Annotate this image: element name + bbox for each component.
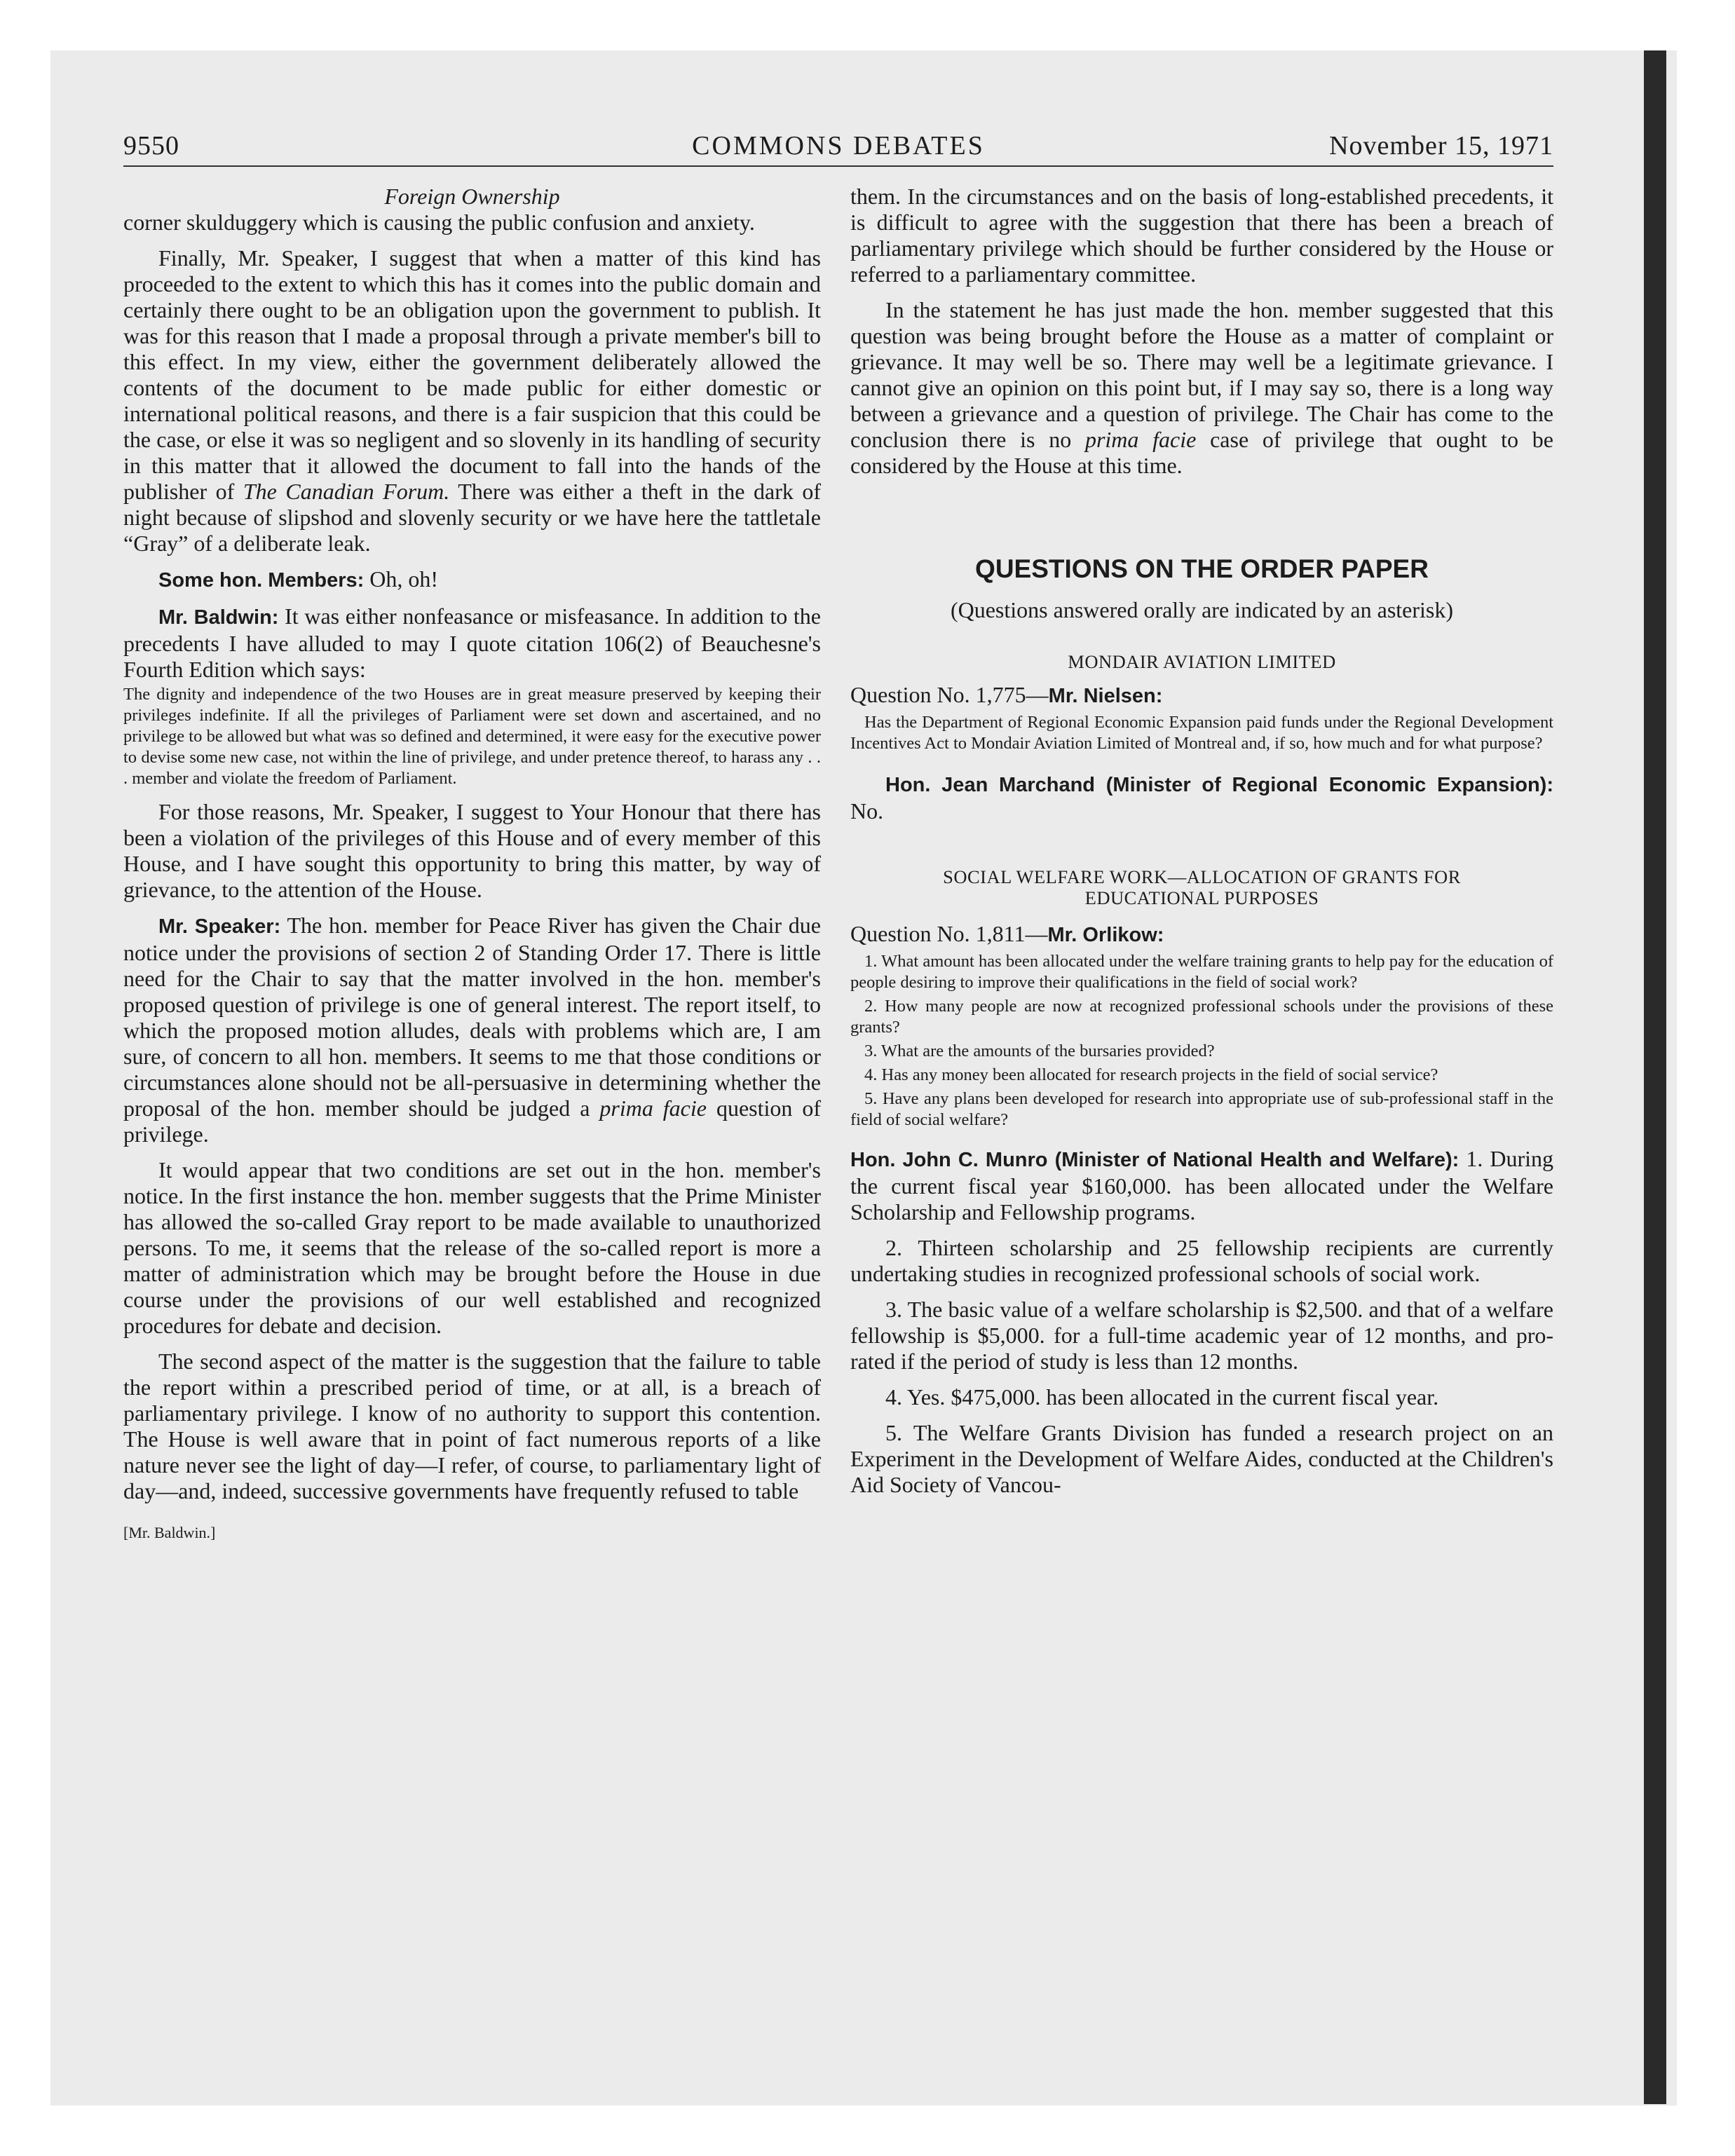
publication-title: COMMONS DEBATES bbox=[692, 131, 985, 161]
speech-speaker: Mr. Speaker: The hon. member for Peace River has given the Chair due notice under the provisions of section 2 of Standing Order 17. There is little need for the Chair to say that the matter involved in the hon. member's proposed question of privilege is one of general interest. The report itself, to which the proposed motion alludes, deals with problems which are, I am sure, of concern to all hon. members. It seems to me that those conditions or circumstances alone should not be all-persuasive in determining whether the proposal of the hon. member should be judged a prima facie question of privilege. bbox=[123, 913, 821, 1147]
question-item: 4. Has any money been allocated for research projects in the field of social service? bbox=[864, 1065, 1438, 1084]
asker-name: Mr. Nielsen: bbox=[1048, 685, 1163, 707]
paragraph: It would appear that two conditions are set out in the hon. member's notice. In the first instance the hon. member suggests that the Prime Minister has allowed the so-called Gray report to be made available to unauthorized persons. To me, it seems that the release of the so-called report is more a matter of administration which may be brought before the House in due course under the provisions of our well established and recognized procedures for debate and decision. bbox=[123, 1157, 821, 1338]
page-binding-edge bbox=[1644, 50, 1666, 2104]
speaker-name: Mr. Baldwin: bbox=[158, 606, 279, 629]
paragraph: In the statement he has just made the hon. member suggested that this question was being brought before the House as a matter of complaint or grievance. It may well be so. There may well be a legitimate grievance. I cannot give an opinion on this point but, if I may say so, there is a long way between a grievance and a question of privilege. The Chair has come to the conclusion there is no prima facie case of privilege that ought to be considered by the House at this time. bbox=[850, 297, 1553, 478]
minister-name: Hon. Jean Marchand (Minister of Regional Economic Expansion): bbox=[885, 774, 1553, 796]
speaker-name: Some hon. Members: bbox=[158, 569, 365, 592]
question-heading: SOCIAL WELFARE WORK—ALLOCATION OF GRANTS FOR EDUCATIONAL PURPOSES bbox=[943, 866, 1461, 908]
section-heading: Foreign Ownership bbox=[384, 184, 560, 209]
speaker-name: Mr. Speaker: bbox=[158, 915, 281, 938]
answer: Hon. Jean Marchand (Minister of Regional Economic Expansion): No. bbox=[850, 774, 1553, 824]
left-column bbox=[123, 184, 821, 1546]
question-item: 1. What amount has been allocated under the welfare training grants to help pay for the education of people desiring to improve their qualifications in the field of social work? bbox=[850, 952, 1553, 992]
answer-item: 4. Yes. $475,000. has been allocated in the current fiscal year. bbox=[885, 1384, 1439, 1410]
answer-item: 3. The basic value of a welfare scholarship is $2,500. and that of a welfare fellowship is $5,000. for a full-time academic year of 12 months, and pro-rated if the period of study is less than 12 months. bbox=[850, 1297, 1553, 1374]
paragraph: corner skulduggery which is causing the public confusion and anxiety. bbox=[123, 210, 755, 235]
question-item: 3. What are the amounts of the bursaries provided? bbox=[864, 1042, 1215, 1060]
publication-date: November 15, 1971 bbox=[1329, 131, 1553, 161]
question-number: Question No. 1,775—Mr. Nielsen: bbox=[850, 682, 1163, 707]
speech-baldwin: Mr. Baldwin: It was either nonfeasance or misfeasance. In addition to the precedents I have alluded to may I quote citation 106(2) of Beauchesne's Fourth Edition which says: bbox=[123, 603, 821, 682]
section-title: QUESTIONS ON THE ORDER PAPER bbox=[975, 554, 1429, 583]
section-subtitle: (Questions answered orally are indicated by an asterisk) bbox=[950, 597, 1454, 622]
minister-name: Hon. John C. Munro (Minister of National Health and Welfare): bbox=[850, 1149, 1460, 1171]
paragraph: For those reasons, Mr. Speaker, I suggest to Your Honour that there has been a violation of the privileges of this House and of every member of this House, and I have sought this opportunity to bring this matter, by way of grievance, to the attention of the House. bbox=[123, 799, 821, 902]
question-text: Has the Department of Regional Economic Expansion paid funds under the Regional Development Incentives Act to Mondair Aviation Limited of Montreal and, if so, how much and for what purpose? bbox=[850, 713, 1553, 753]
right-column bbox=[850, 184, 1553, 1498]
question-heading: MONDAIR AVIATION LIMITED bbox=[1068, 651, 1336, 672]
question-item: 2. How many people are now at recognized professional schools under the provisions of these grants? bbox=[850, 997, 1553, 1037]
paragraph: The second aspect of the matter is the suggestion that the failure to table the report within a prescribed period of time, or at all, is a breach of parliamentary privilege. I know of no authority to support this contention. The House is well aware that in point of fact numerous reports of a like nature never see the light of day—I refer, of course, to parliamentary light of day—and, indeed, successive governments have frequently refused to table bbox=[123, 1349, 821, 1503]
speaker-attribution: [Mr. Baldwin.] bbox=[123, 1524, 216, 1541]
block-quote: The dignity and independence of the two Houses are in great measure preserved by keeping their privileges indefinite. If all the privileges of Parliament were set down and ascertained, and no privilege to be allowed but what was so defined and determined, it were easy for the executive power to devise some new case, not within the line of privilege, and under pretence thereof, to harass any . . . member and violate the freedom of Parliament. bbox=[123, 685, 821, 788]
paragraph: them. In the circumstances and on the basis of long-established precedents, it is difficult to agree with the suggestion that there has been a breach of parliamentary privilege which should be further considered by the House or referred to a parliamentary committee. bbox=[850, 184, 1553, 287]
answer-item: 2. Thirteen scholarship and 25 fellowship recipients are currently undertaking studies in recognized professional schools of social work. bbox=[850, 1235, 1553, 1286]
answer-item: 5. The Welfare Grants Division has funded a research project on an Experiment in the Development of Welfare Aides, conducted at the Children's Aid Society of Vancou- bbox=[850, 1420, 1553, 1497]
asker-name: Mr. Orlikow: bbox=[1047, 924, 1164, 946]
speech-some-members: Some hon. Members: Oh, oh! bbox=[158, 566, 439, 592]
page-number: 9550 bbox=[123, 131, 179, 161]
page-header bbox=[123, 130, 1553, 167]
question-item: 5. Have any plans been developed for research into appropriate use of sub-professional staff in the field of social welfare? bbox=[850, 1089, 1553, 1129]
answer: Hon. John C. Munro (Minister of National Health and Welfare): 1. During the current fiscal year $160,000. has been allocated under the Welfare Scholarship and Fellowship programs. bbox=[850, 1146, 1554, 1224]
paragraph: Finally, Mr. Speaker, I suggest that when a matter of this kind has proceeded to the extent to which this has it comes into the public domain and certainly there ought to be an obligation upon the government to publish. It was for this reason that I made a proposal through a private member's bill to this effect. In my view, either the government deliberately allowed the contents of the document to be made public for either domestic or international political reasons, and there is a fair suspicion that this could be the case, or else it was so negligent and so slovenly in its handling of security in this matter that it allowed the document to fall into the hands of the publisher of The Canadian Forum. There was either a theft in the dark of night because of slipshod and slovenly security or we have here the tattletale “Gray” of a deliberate leak. bbox=[123, 245, 822, 556]
question-number: Question No. 1,811—Mr. Orlikow: bbox=[850, 921, 1164, 946]
